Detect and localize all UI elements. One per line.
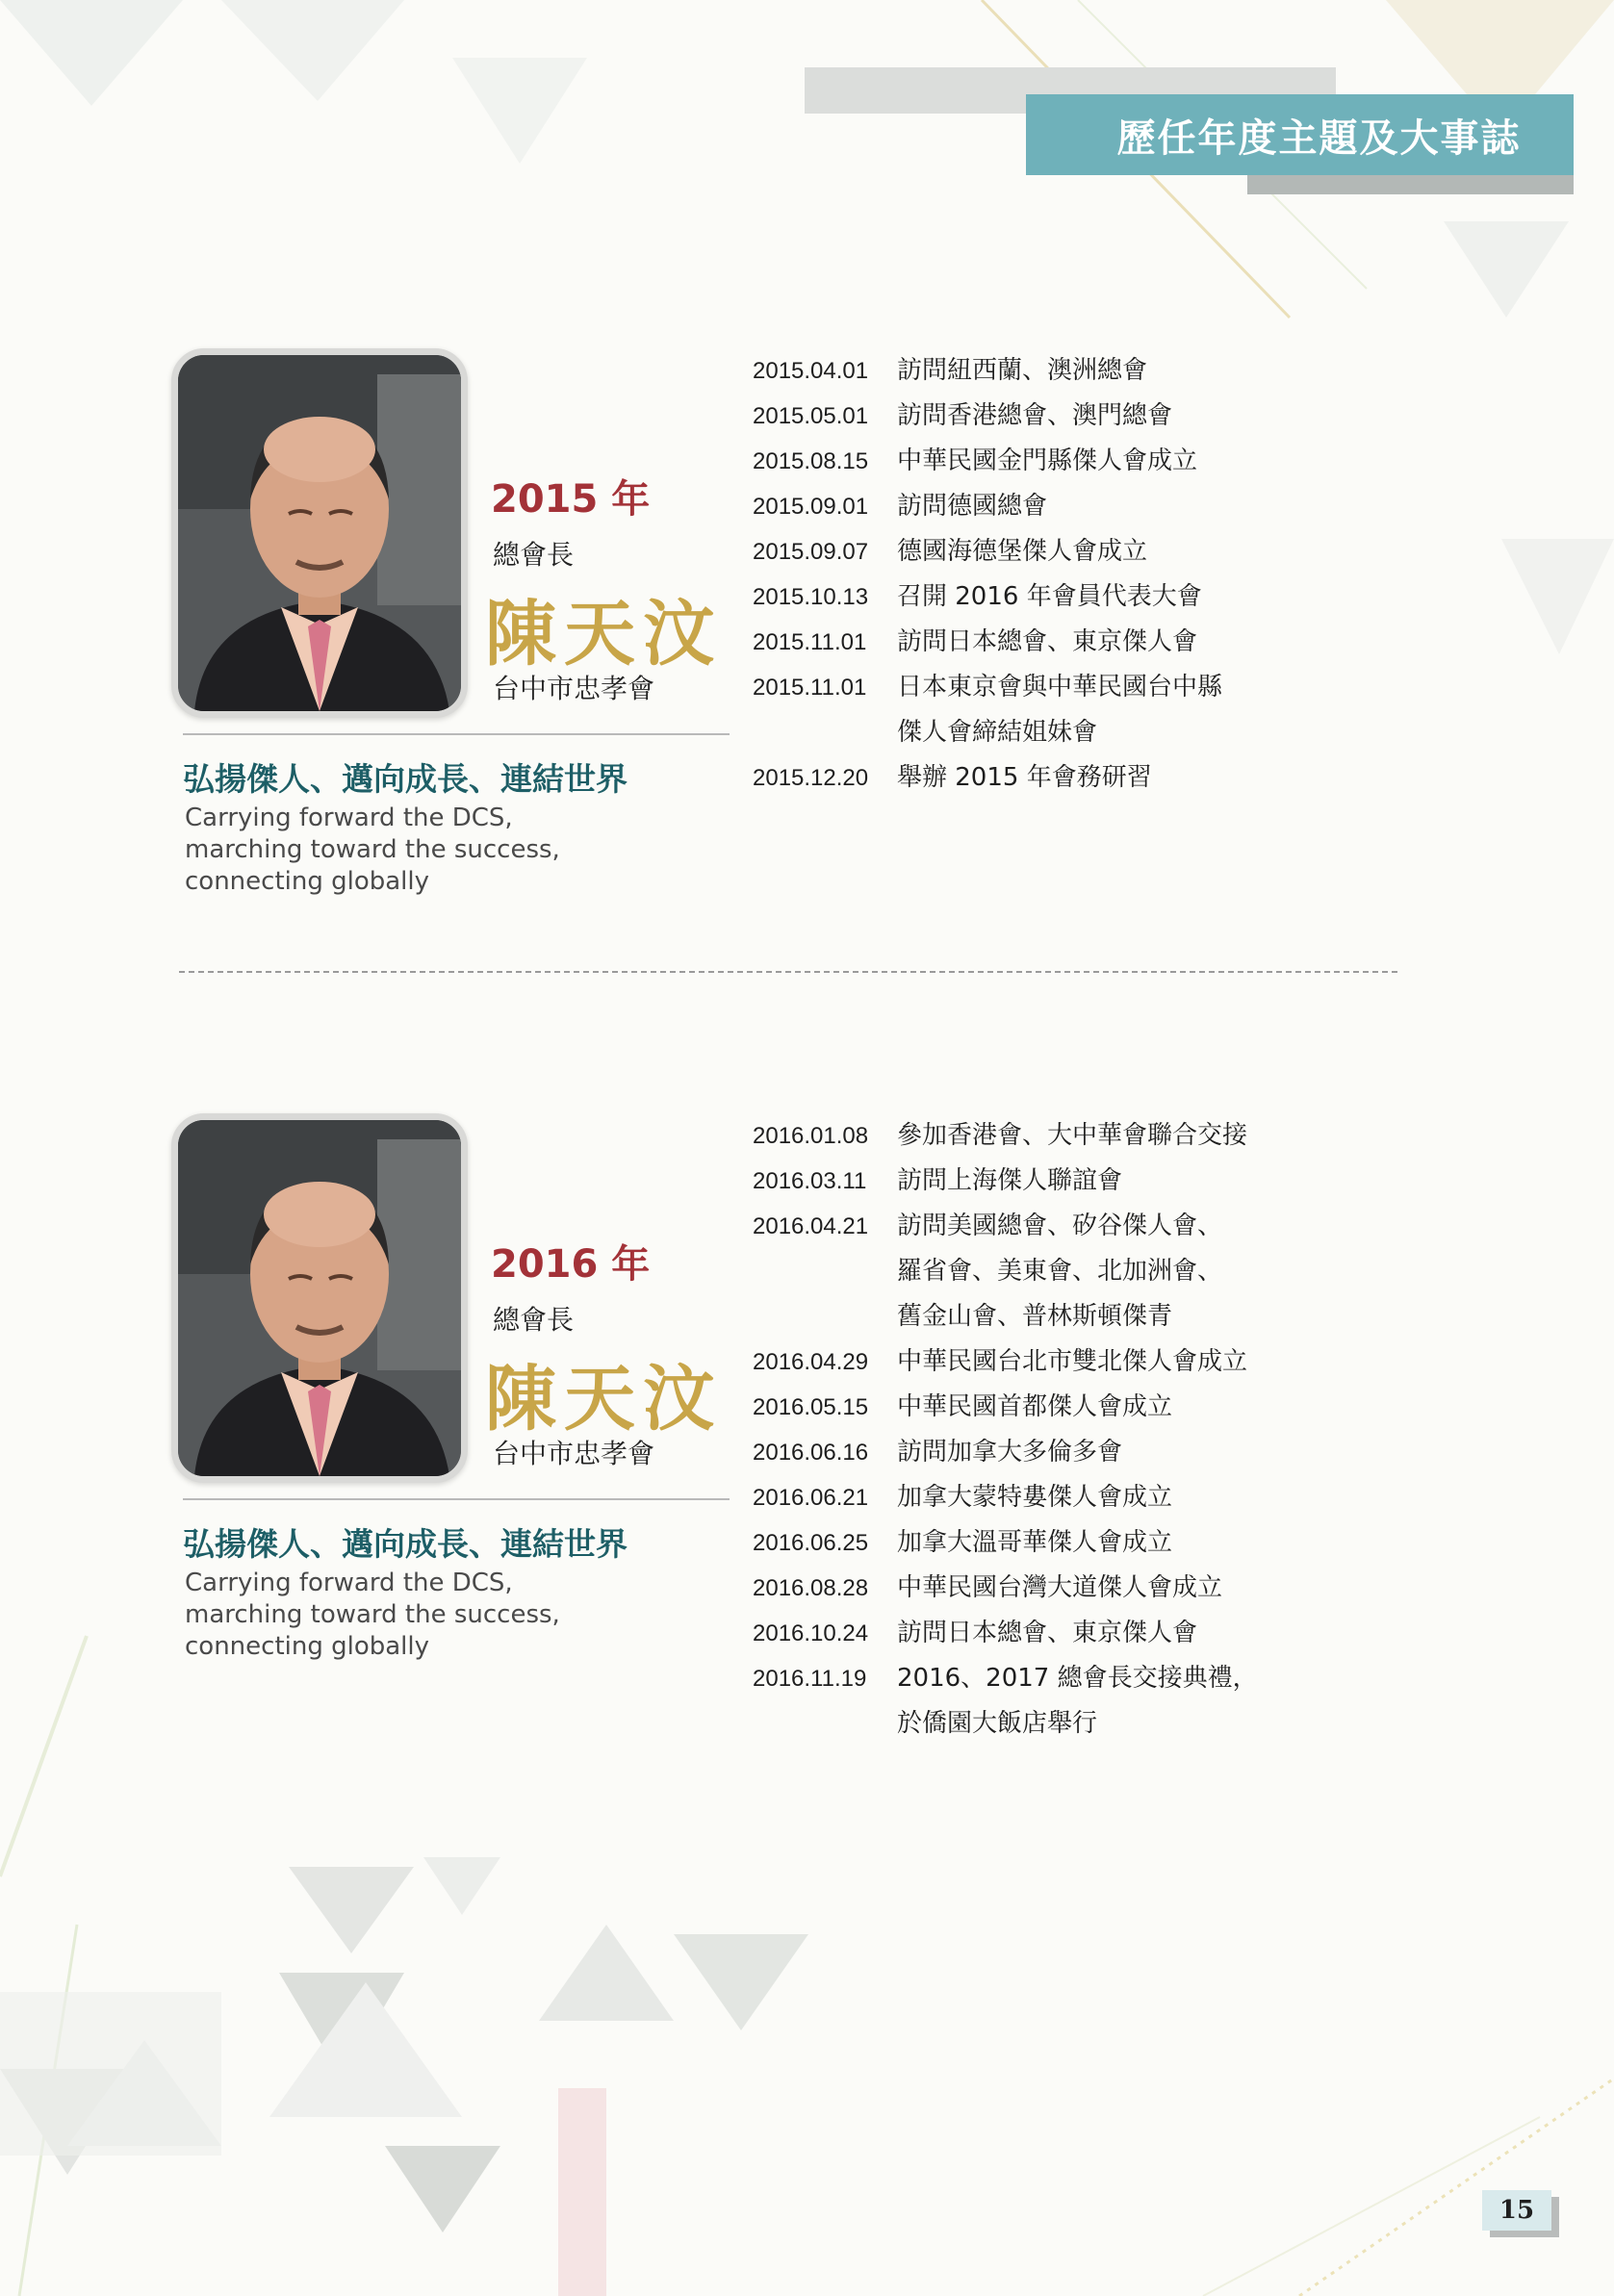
event-date: 2016.05.15 xyxy=(753,1394,869,1420)
section-divider xyxy=(179,971,1397,973)
theme-en-line: marching toward the success, xyxy=(185,1600,560,1629)
event-item xyxy=(753,1430,1446,1475)
event-text: 訪問日本總會、東京傑人會 xyxy=(897,1619,1198,1647)
event-text: 召開 2016 年會員代表大會 xyxy=(897,582,1202,611)
event-item xyxy=(753,755,1446,801)
event-text: 訪問加拿大多倫多會 xyxy=(897,1438,1123,1467)
event-text: 於僑園大飯店舉行 xyxy=(897,1709,1098,1738)
event-item xyxy=(753,665,1446,710)
event-item-continuation xyxy=(753,1294,1446,1339)
event-date: 2016.08.28 xyxy=(753,1575,869,1601)
event-date: 2016.03.11 xyxy=(753,1168,867,1194)
event-text: 加拿大蒙特婁傑人會成立 xyxy=(897,1483,1173,1512)
event-list xyxy=(753,348,1446,801)
event-item-continuation xyxy=(753,1701,1446,1747)
event-date: 2015.04.01 xyxy=(753,358,869,384)
event-text: 訪問德國總會 xyxy=(897,492,1048,521)
event-text: 參加香港會、大中華會聯合交接 xyxy=(897,1121,1248,1150)
event-text: 中華民國台北市雙北傑人會成立 xyxy=(897,1347,1248,1376)
club-name: 台中市忠孝會 xyxy=(493,673,655,704)
annual-theme-english xyxy=(185,803,628,898)
event-date: 2015.10.13 xyxy=(753,584,869,610)
event-item xyxy=(753,1339,1446,1385)
page-title: 歷任年度主題及大事誌 xyxy=(1116,115,1522,161)
theme-en-line: connecting globally xyxy=(185,1632,430,1661)
event-date: 2016.04.21 xyxy=(753,1213,869,1239)
year-label: 2016 年 xyxy=(491,1242,651,1287)
event-text: 德國海德堡傑人會成立 xyxy=(897,537,1148,566)
president-photo xyxy=(171,348,468,718)
section-rule xyxy=(183,733,730,735)
event-text: 2016、2017 總會長交接典禮， xyxy=(897,1664,1258,1693)
event-date: 2015.11.01 xyxy=(753,629,867,655)
theme-en-line: marching toward the success, xyxy=(185,835,560,864)
event-date: 2015.08.15 xyxy=(753,448,869,474)
event-item xyxy=(753,348,1446,394)
theme-en-line: Carrying forward the DCS, xyxy=(185,804,513,832)
event-text: 舉辦 2015 年會務研習 xyxy=(897,763,1152,792)
event-item-continuation xyxy=(753,1249,1446,1294)
event-list xyxy=(753,1113,1446,1747)
event-item xyxy=(753,1204,1446,1249)
event-item xyxy=(753,1520,1446,1566)
president-photo xyxy=(171,1113,468,1483)
event-text: 羅省會、美東會、北加洲會、 xyxy=(897,1257,1223,1286)
event-date: 2016.04.29 xyxy=(753,1349,869,1375)
event-date: 2016.06.25 xyxy=(753,1530,869,1556)
theme-en-line: Carrying forward the DCS, xyxy=(185,1569,513,1597)
event-date: 2016.06.16 xyxy=(753,1440,869,1466)
event-item xyxy=(753,1113,1446,1159)
event-text: 中華民國台灣大道傑人會成立 xyxy=(897,1573,1223,1602)
role-label: 總會長 xyxy=(493,539,575,571)
section-rule xyxy=(183,1498,730,1500)
event-date: 2015.11.01 xyxy=(753,675,867,701)
event-text: 訪問美國總會、矽谷傑人會、 xyxy=(897,1212,1223,1240)
event-item xyxy=(753,620,1446,665)
event-item xyxy=(753,1566,1446,1611)
annual-theme: 弘揚傑人、邁向成長、連結世界 xyxy=(183,1525,628,1563)
event-text: 中華民國首都傑人會成立 xyxy=(897,1392,1173,1421)
event-date: 2015.05.01 xyxy=(753,403,869,429)
event-item xyxy=(753,439,1446,484)
event-date: 2016.11.19 xyxy=(753,1666,867,1692)
event-date: 2016.06.21 xyxy=(753,1485,869,1511)
role-label: 總會長 xyxy=(493,1304,575,1336)
president-name: 陳天汶 xyxy=(485,593,722,676)
event-text: 訪問上海傑人聯誼會 xyxy=(897,1166,1123,1195)
event-item xyxy=(753,484,1446,529)
event-item xyxy=(753,1656,1446,1701)
event-item xyxy=(753,529,1446,574)
event-item xyxy=(753,1611,1446,1656)
event-text: 舊金山會、普林斯頓傑青 xyxy=(897,1302,1173,1331)
event-item-continuation xyxy=(753,710,1446,755)
theme-en-line: connecting globally xyxy=(185,867,430,896)
event-text: 日本東京會與中華民國台中縣 xyxy=(897,673,1223,702)
event-date: 2016.10.24 xyxy=(753,1620,869,1646)
annual-theme: 弘揚傑人、邁向成長、連結世界 xyxy=(183,760,628,798)
event-text: 訪問香港總會、澳門總會 xyxy=(897,401,1173,430)
event-text: 訪問紐西蘭、澳洲總會 xyxy=(897,356,1148,385)
event-text: 中華民國金門縣傑人會成立 xyxy=(897,446,1198,475)
event-date: 2015.12.20 xyxy=(753,765,869,791)
event-item xyxy=(753,1385,1446,1430)
event-text: 傑人會締結姐妹會 xyxy=(897,718,1098,747)
page-number: 15 xyxy=(1482,2190,1551,2231)
president-name: 陳天汶 xyxy=(485,1358,722,1441)
event-item xyxy=(753,1475,1446,1520)
event-date: 2015.09.07 xyxy=(753,539,869,565)
club-name: 台中市忠孝會 xyxy=(493,1438,655,1469)
event-date: 2016.01.08 xyxy=(753,1123,869,1149)
annual-theme-english xyxy=(185,1568,628,1663)
event-item xyxy=(753,1159,1446,1204)
year-label: 2015 年 xyxy=(491,477,651,522)
event-text: 加拿大溫哥華傑人會成立 xyxy=(897,1528,1173,1557)
event-date: 2015.09.01 xyxy=(753,494,869,520)
event-text: 訪問日本總會、東京傑人會 xyxy=(897,627,1198,656)
event-item xyxy=(753,574,1446,620)
event-item xyxy=(753,394,1446,439)
header-banner xyxy=(1026,94,1574,175)
